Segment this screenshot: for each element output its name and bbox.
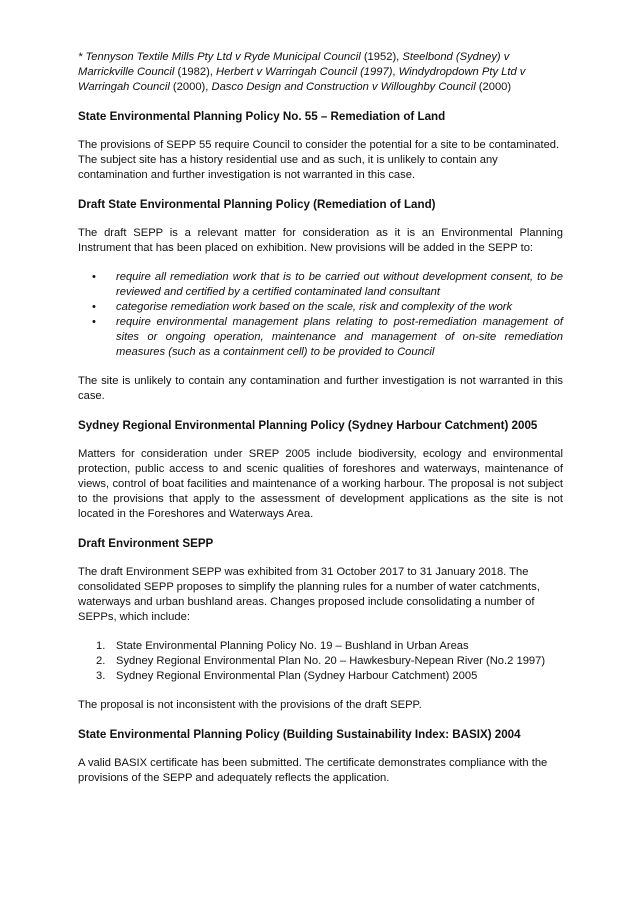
list-item: [78, 669, 563, 684]
case-citation: Steelbond (Sydney) v Marrickville Council: [78, 51, 510, 78]
list-item-text: require environmental management plans relating to post-remediation management of sites or ongoing operation, maintenance and management of on-site remediation measures (such as a containment cell) to be provided to Council: [116, 316, 563, 358]
bullet-icon: •: [92, 316, 96, 328]
srep2005-body: Matters for consideration under SREP 2005 include biodiversity, ecology and environmental protection, public access to and scenic qualities of foreshores and waterways, maintenance of views, control of boat facilities and maintenance of a working harbour. The proposal is not subject to the provisions that apply to the assessment of development applications as the site is not located in the Foreshores and Waterways Area.: [78, 448, 563, 520]
list-item: [78, 270, 563, 300]
case-citations: [78, 50, 563, 95]
list-item-text: State Environmental Planning Policy No. 19 – Bushland in Urban Areas: [116, 640, 469, 652]
draft-remediation-conclusion: The site is unlikely to contain any contamination and further investigation is not warranted in this case.: [78, 375, 563, 402]
case-separator: ,: [392, 66, 399, 78]
list-item-text: Sydney Regional Environmental Plan No. 20 – Hawkesbury-Nepean River (No.2 1997): [116, 655, 546, 667]
sepp55-body: The provisions of SEPP 55 require Council to consider the potential for a site to be contaminated. The subject site has a history residential use and as such, it is unlikely to contain any contamination and further investigation is not warranted in this case.: [78, 139, 560, 181]
list-item: [78, 639, 563, 654]
draft-environment-intro: The draft Environment SEPP was exhibited from 31 October 2017 to 31 January 2018. The consolidated SEPP proposes to simplify the planning rules for a number of water catchments, waterways and urban bushland areas. Changes proposed include consolidating a number of SEPPs, which include:: [78, 566, 540, 623]
case-year: (1952),: [360, 51, 403, 63]
draft-environment-conclusion: The proposal is not inconsistent with the provisions of the draft SEPP.: [78, 699, 422, 711]
draft-remediation-provisions: [78, 270, 563, 360]
basix-body: A valid BASIX certificate has been submitted. The certificate demonstrates compliance with the provisions of the SEPP and adequately reflects the application.: [78, 757, 548, 784]
case-citation: * Tennyson Textile Mills Pty Ltd v Ryde Municipal Council: [78, 51, 361, 63]
bullet-icon: •: [92, 301, 96, 313]
consolidated-sepps-list: [78, 639, 563, 684]
section-heading-sepp55: State Environmental Planning Policy No. 55 – Remediation of Land: [78, 110, 446, 123]
list-item-text: Sydney Regional Environmental Plan (Sydney Harbour Catchment) 2005: [116, 670, 478, 682]
list-item-text: require all remediation work that is to be carried out without development consent, to be reviewed and certified by a certified contaminated land consultant: [116, 271, 563, 298]
case-citation: Dasco Design and Construction v Willoughby Council: [211, 81, 476, 93]
section-heading-srep2005: Sydney Regional Environmental Planning Policy (Sydney Harbour Catchment) 2005: [78, 419, 538, 432]
list-item: [78, 300, 563, 315]
list-item-text: categorise remediation work based on the scale, risk and complexity of the work: [116, 301, 513, 313]
list-item: [78, 315, 563, 360]
document-page: [78, 50, 563, 800]
section-heading-basix: State Environmental Planning Policy (Building Sustainability Index: BASIX) 2004: [78, 728, 521, 741]
case-citation: Windydropdown Pty Ltd v Warringah Council: [78, 66, 526, 93]
list-number: 3.: [96, 670, 106, 682]
case-year: (2000): [475, 81, 512, 93]
case-year: (1982),: [174, 66, 217, 78]
section-heading-draft-environment: Draft Environment SEPP: [78, 537, 214, 550]
case-citation: Herbert v Warringah Council (1997): [216, 66, 393, 78]
list-number: 1.: [96, 640, 106, 652]
case-year: (2000),: [169, 81, 212, 93]
draft-remediation-intro: The draft SEPP is a relevant matter for consideration as it is an Environmental Planning Instrument that has been placed on exhibition. New provisions will be added in the SEPP to:: [78, 227, 563, 254]
list-item: [78, 654, 563, 669]
bullet-icon: •: [92, 271, 96, 283]
section-heading-draft-remediation: Draft State Environmental Planning Policy (Remediation of Land): [78, 198, 436, 211]
list-number: 2.: [96, 655, 106, 667]
